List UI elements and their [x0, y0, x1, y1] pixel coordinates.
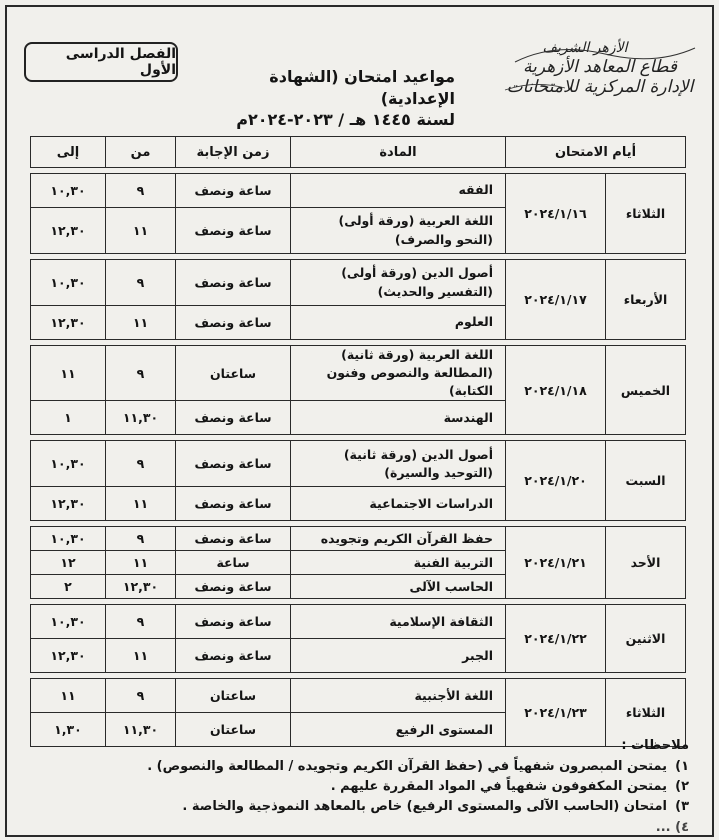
duration-cell: ساعة ونصف [176, 260, 291, 306]
note-text: يمتحن المبصرون شفهياً في (حفظ القرآن الكريم وتجويده / المطالعة والنصوص) . [147, 759, 667, 774]
subject-cell: العلوم [291, 306, 506, 340]
to-time-cell: ٢ [31, 575, 106, 599]
table-row [31, 174, 686, 208]
table-header-row [31, 137, 686, 168]
from-time-cell: ٩ [106, 441, 176, 487]
notes-list [24, 759, 689, 814]
date-cell: ٢٠٢٤/١/٢١ [506, 527, 606, 599]
table-row [31, 346, 686, 401]
from-time-cell: ١١ [106, 487, 176, 521]
subject-cell: اللغة العربية (ورقة ثانية) (المطالعة والنصوص وفنون الكتابة) [291, 346, 506, 401]
duration-cell: ساعة ونصف [176, 639, 291, 673]
from-time-cell: ١١,٣٠ [106, 713, 176, 747]
table-row [31, 527, 686, 551]
from-time-cell: ٩ [106, 527, 176, 551]
subject-cell: الثقافة الإسلامية [291, 605, 506, 639]
note-text: امتحان (الحاسب الآلى والمستوى الرفيع) خاص بالمعاهد النموذجية والخاصة . [182, 799, 667, 814]
duration-cell: ساعتان [176, 346, 291, 401]
logo-flourish-icon [495, 40, 705, 118]
duration-cell: ساعة ونصف [176, 605, 291, 639]
subject-cell: المستوى الرفيع [291, 713, 506, 747]
subject-cell: اللغة الأجنبية [291, 679, 506, 713]
subject-cell: الجبر [291, 639, 506, 673]
header-to: إلى [31, 137, 106, 168]
header-from: من [106, 137, 176, 168]
to-time-cell: ١٠,٣٠ [31, 527, 106, 551]
day-name-cell: الخميس [606, 346, 686, 435]
from-time-cell: ٩ [106, 605, 176, 639]
day-name-cell: السبت [606, 441, 686, 521]
duration-cell: ساعة ونصف [176, 575, 291, 599]
schedule-body [31, 168, 686, 747]
org-line-2: قطاع المعاهد الأزهرية [522, 56, 678, 77]
header-subject: المادة [291, 137, 506, 168]
date-cell: ٢٠٢٤/١/٢٣ [506, 679, 606, 747]
to-time-cell: ١,٣٠ [31, 713, 106, 747]
duration-cell: ساعتان [176, 713, 291, 747]
note-number: ١) [675, 759, 689, 774]
duration-cell: ساعة ونصف [176, 174, 291, 208]
to-time-cell: ١١ [31, 346, 106, 401]
date-cell: ٢٠٢٤/١/٢٠ [506, 441, 606, 521]
note-number: ٣) [675, 799, 689, 814]
org-line-1: الأزهر الشريف [542, 40, 628, 56]
subject-cell: الفقه [291, 174, 506, 208]
table-row [31, 605, 686, 639]
date-cell: ٢٠٢٤/١/١٧ [506, 260, 606, 340]
note-item [24, 799, 689, 814]
to-time-cell: ١٠,٣٠ [31, 441, 106, 487]
duration-cell: ساعة ونصف [176, 306, 291, 340]
azhar-logo [495, 40, 705, 118]
header-exam-days: أيام الامتحان [506, 137, 686, 168]
day-name-cell: الأحد [606, 527, 686, 599]
duration-cell: ساعتان [176, 679, 291, 713]
from-time-cell: ١١ [106, 551, 176, 575]
day-name-cell: الاثنين [606, 605, 686, 673]
from-time-cell: ١١ [106, 639, 176, 673]
subject-cell: أصول الدين (ورقة ثانية) (التوحيد والسيرة) [291, 441, 506, 487]
subject-cell: اللغة العربية (ورقة أولى) (النحو والصرف) [291, 208, 506, 254]
to-time-cell: ١٠,٣٠ [31, 605, 106, 639]
header-duration: زمن الإجابة [176, 137, 291, 168]
to-time-cell: ١ [31, 401, 106, 435]
duration-cell: ساعة ونصف [176, 208, 291, 254]
from-time-cell: ٩ [106, 174, 176, 208]
note-text: يمتحن المكفوفون شفهياً في المواد المقررة عليهم . [330, 779, 667, 794]
date-cell: ٢٠٢٤/١/١٦ [506, 174, 606, 254]
to-time-cell: ١٢,٣٠ [31, 639, 106, 673]
to-time-cell: ١٠,٣٠ [31, 260, 106, 306]
table-row [31, 679, 686, 713]
notes-section [24, 738, 689, 835]
day-name-cell: الثلاثاء [606, 174, 686, 254]
to-time-cell: ١٢,٣٠ [31, 306, 106, 340]
from-time-cell: ١٢,٣٠ [106, 575, 176, 599]
duration-cell: ساعة ونصف [176, 441, 291, 487]
subject-cell: الدراسات الاجتماعية [291, 487, 506, 521]
note-item [24, 779, 689, 794]
subject-cell: حفظ القرآن الكريم وتجويده [291, 527, 506, 551]
date-cell: ٢٠٢٤/١/٢٢ [506, 605, 606, 673]
from-time-cell: ١١,٣٠ [106, 401, 176, 435]
table-row [31, 260, 686, 306]
note-item [24, 759, 689, 774]
day-name-cell: الثلاثاء [606, 679, 686, 747]
from-time-cell: ٩ [106, 260, 176, 306]
day-name-cell: الأربعاء [606, 260, 686, 340]
from-time-cell: ١١ [106, 208, 176, 254]
to-time-cell: ١٠,٣٠ [31, 174, 106, 208]
to-time-cell: ١١ [31, 679, 106, 713]
duration-cell: ساعة [176, 551, 291, 575]
year-text: لسنة ١٤٤٥ هـ / ٢٠٢٣-٢٠٢٤م [236, 110, 455, 130]
subject-cell: التربية الفنية [291, 551, 506, 575]
from-time-cell: ١١ [106, 306, 176, 340]
semester-box: الفصل الدراسى الأول [24, 42, 178, 82]
exam-schedule-table [30, 136, 686, 747]
table-row [31, 441, 686, 487]
subject-cell: الحاسب الآلى [291, 575, 506, 599]
note-number: ٢) [675, 779, 689, 794]
duration-cell: ساعة ونصف [176, 487, 291, 521]
notes-truncated: ٤) ... [655, 820, 689, 835]
to-time-cell: ١٢,٣٠ [31, 487, 106, 521]
from-time-cell: ٩ [106, 679, 176, 713]
to-time-cell: ١٢ [31, 551, 106, 575]
from-time-cell: ٩ [106, 346, 176, 401]
notes-heading: ملاحظات : [621, 738, 689, 753]
duration-cell: ساعة ونصف [176, 527, 291, 551]
page-title [215, 66, 455, 131]
org-line-3: الإدارة المركزية للامتحانات [506, 77, 694, 98]
to-time-cell: ١٢,٣٠ [31, 208, 106, 254]
subject-cell: الهندسة [291, 401, 506, 435]
title-text: مواعيد امتحان (الشهادة الإعدادية) [269, 67, 455, 108]
duration-cell: ساعة ونصف [176, 401, 291, 435]
date-cell: ٢٠٢٤/١/١٨ [506, 346, 606, 435]
subject-cell: أصول الدين (ورقة أولى) (التفسير والحديث) [291, 260, 506, 306]
